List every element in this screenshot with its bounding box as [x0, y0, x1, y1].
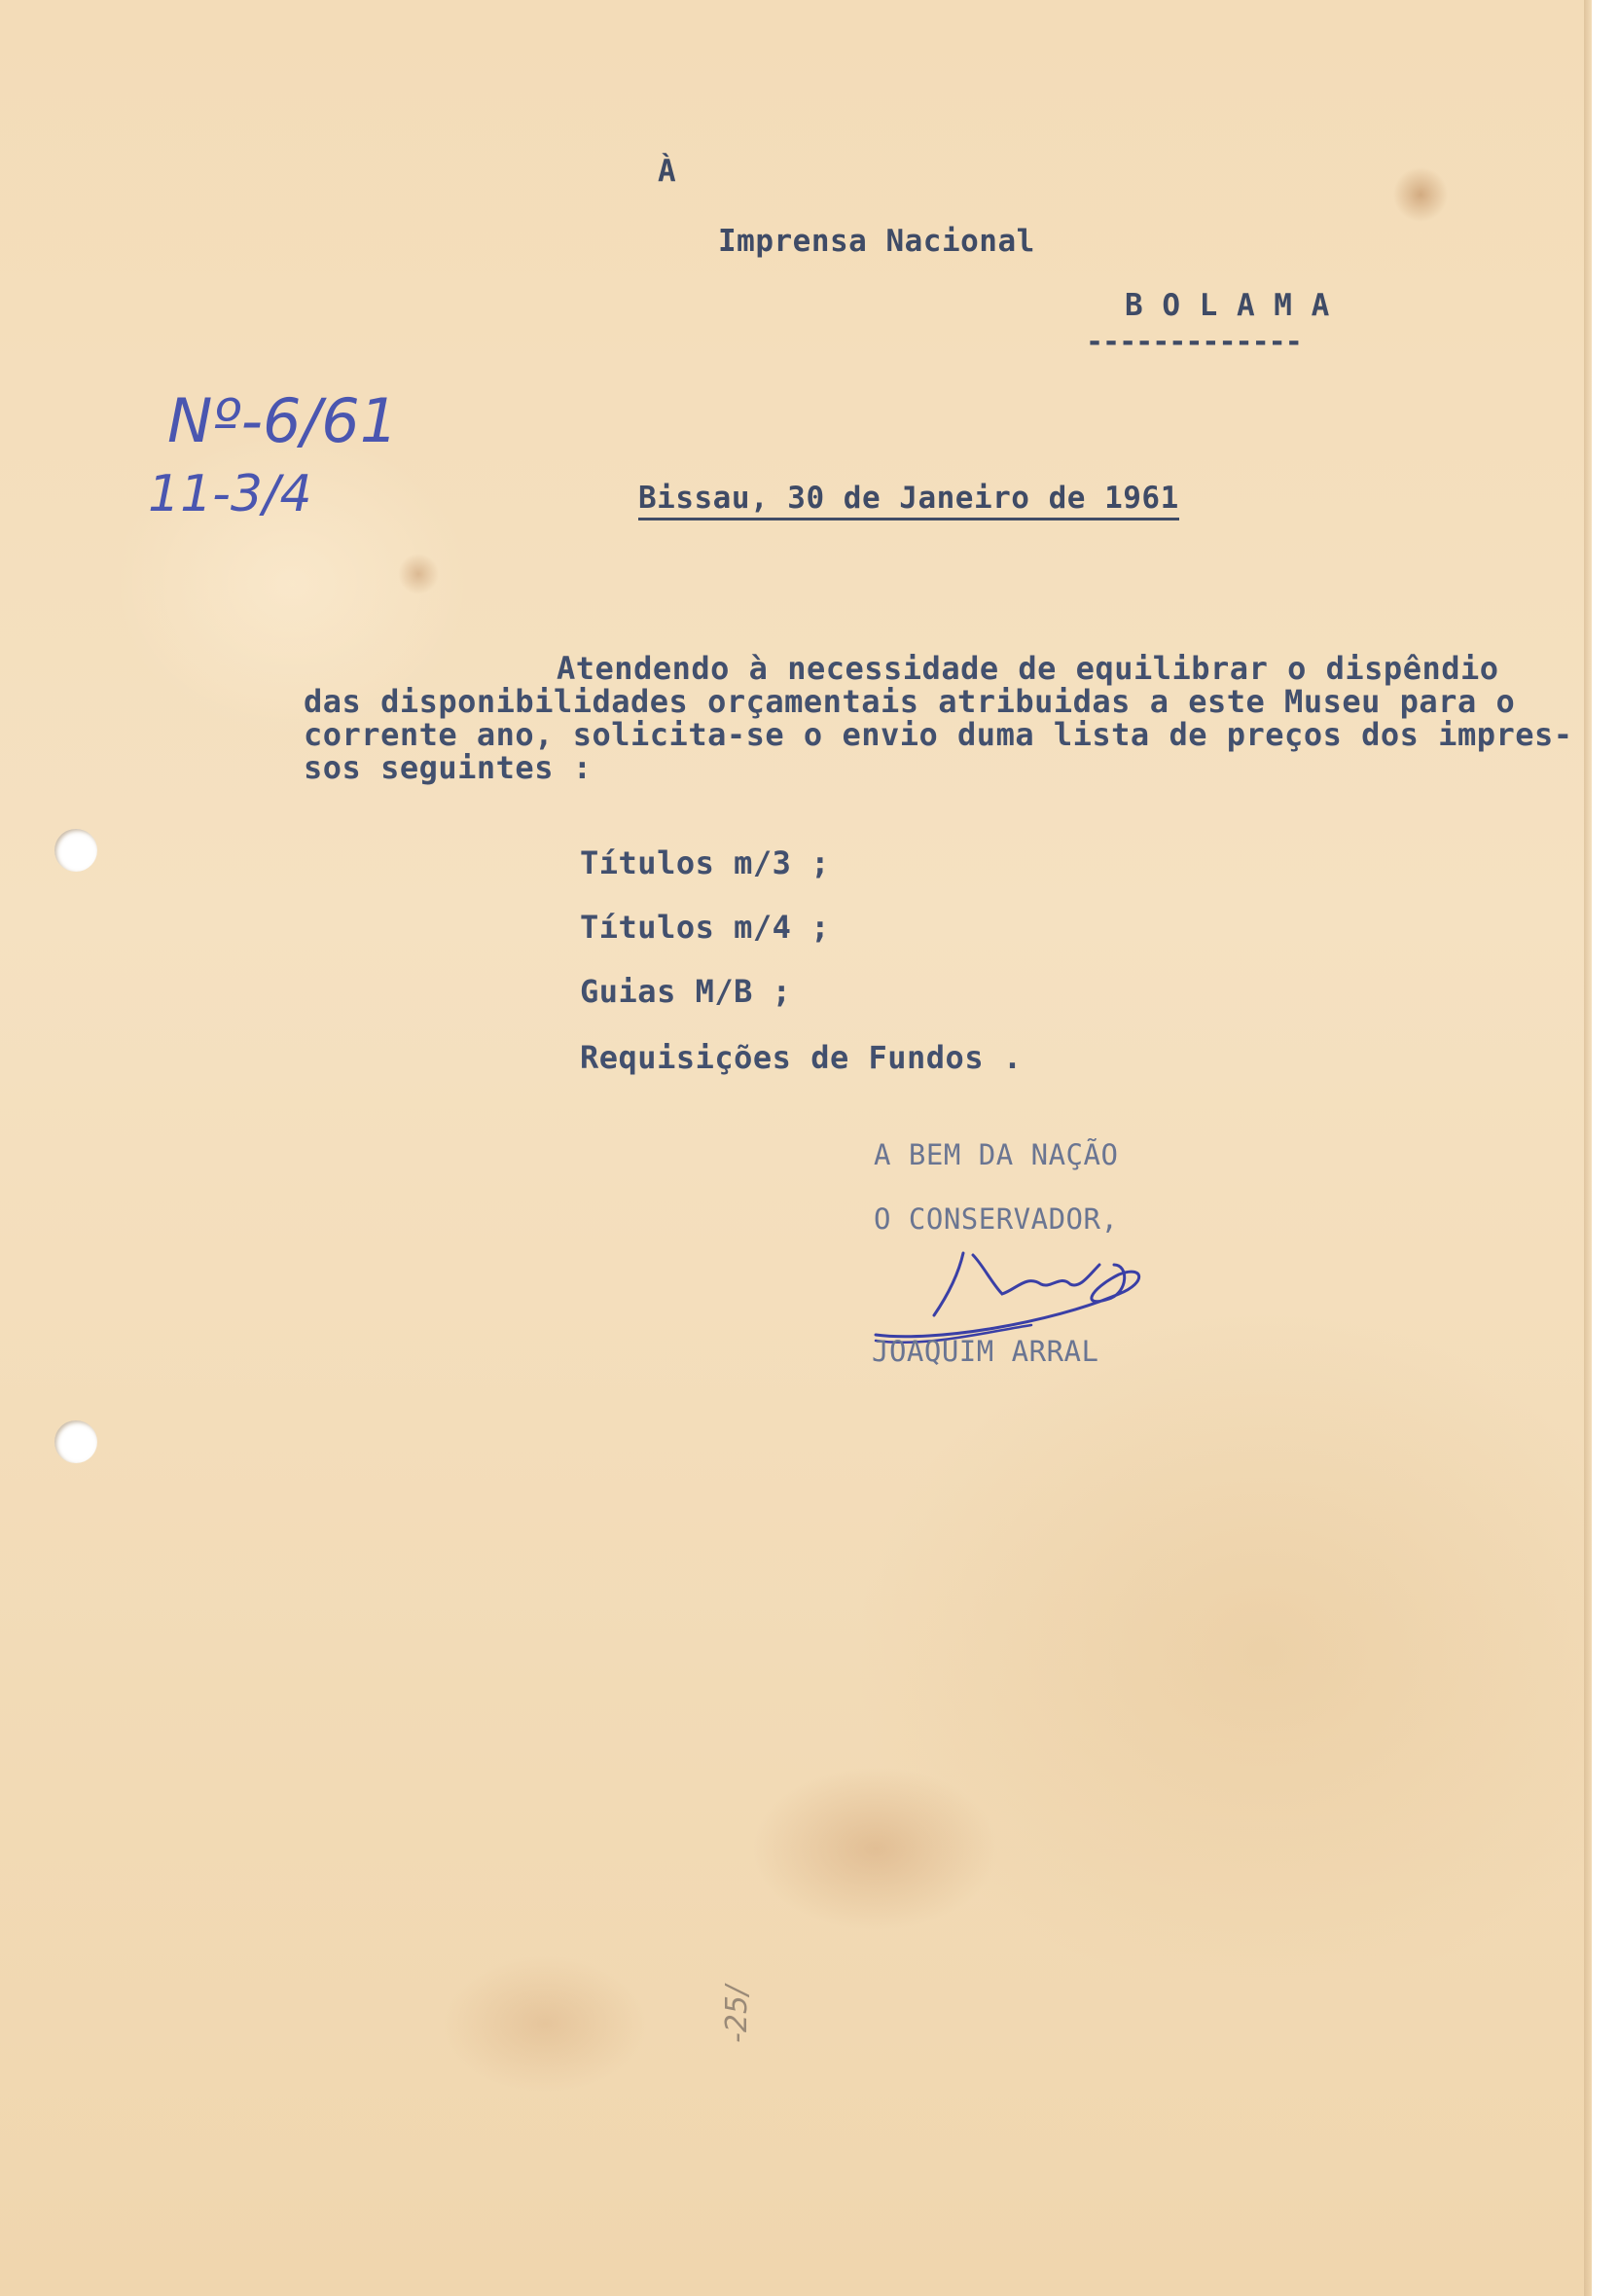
list-item: Títulos m/4 ; — [580, 909, 830, 946]
signatory-name: JOAQUIM ARRAL — [872, 1335, 1099, 1368]
body-line-4: sos seguintes : — [304, 749, 593, 786]
addressee-name: Imprensa Nacional — [718, 224, 1035, 259]
body-line-1: Atendendo à necessidade de equilibrar o dispêndio — [557, 650, 1499, 687]
list-item: Requisições de Fundos . — [580, 1039, 1023, 1076]
margin-pencil-note: -25/ — [720, 1985, 754, 2043]
date-line: Bissau, 30 de Janeiro de 1961 — [638, 481, 1179, 520]
signatory-title: O CONSERVADOR, — [874, 1202, 1119, 1236]
body-line-3: corrente ano, solicita-se o envio duma lista de preços dos impres- — [304, 716, 1573, 753]
handwritten-ref-number: Nº-6/61 — [167, 385, 399, 456]
list-item: Guias M/B ; — [580, 973, 792, 1010]
city-underline: ------------- — [1086, 325, 1302, 359]
list-item: Títulos m/3 ; — [580, 844, 830, 881]
addressee-prefix: À — [658, 154, 677, 189]
body-line-2: das disponibilidades orçamentais atribuidas a este Museu para o — [304, 683, 1516, 720]
handwritten-ref-line2: 11-3/4 — [148, 465, 312, 523]
addressee-city: B O L A M A — [1125, 288, 1330, 323]
closing-salutation: A BEM DA NAÇÃO — [874, 1138, 1119, 1171]
